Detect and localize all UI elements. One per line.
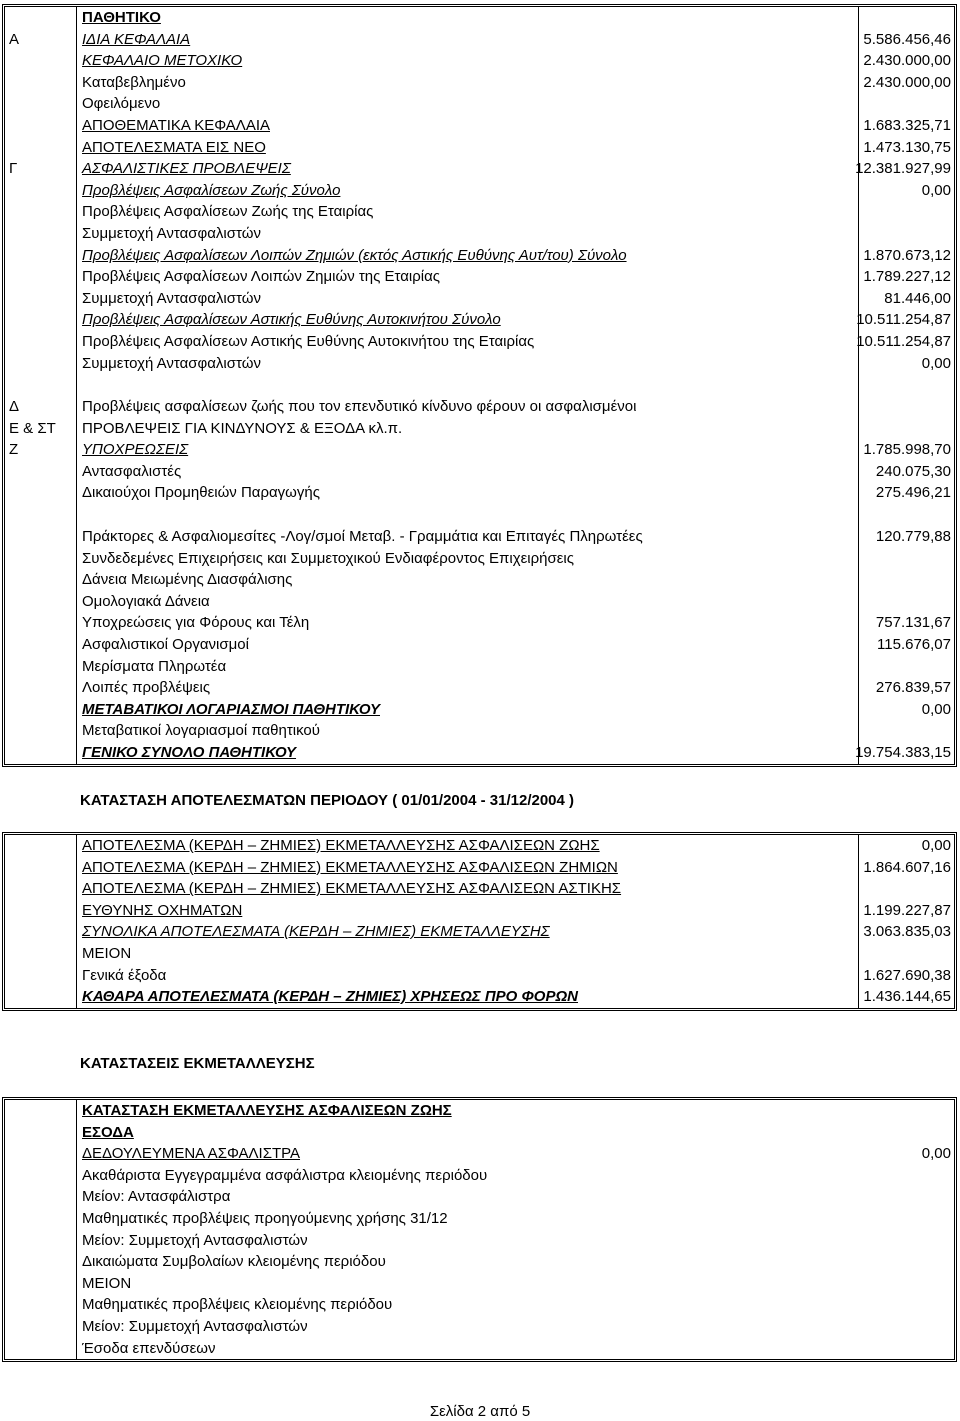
row-amount: 2.430.000,00	[863, 52, 951, 70]
row-label: Προβλέψεις ασφαλίσεων ζωής που τον επενδυτικό κίνδυνο φέρουν οι ασφαλισμένοι	[82, 398, 637, 416]
row-amount: 5.586.456,46	[863, 30, 951, 48]
row-amount: 10.511.254,87	[856, 311, 951, 329]
row-amount: 0,00	[921, 354, 951, 372]
table-row	[5, 374, 954, 396]
row-label: Μείον: Συμμετοχή Αντασφαλιστών	[82, 1231, 308, 1249]
row-label: Συμμετοχή Αντασφαλιστών	[82, 224, 261, 242]
row-label: Ομολογιακά Δάνεια	[82, 592, 210, 610]
table-row	[5, 396, 954, 418]
table-row	[5, 1338, 954, 1360]
row-label: Μεταβατικοί λογαριασμοί παθητικού	[82, 722, 320, 740]
table-row	[5, 634, 954, 656]
row-label: ΚΑΘΑΡΑ ΑΠΟΤΕΛΕΣΜΑΤΑ (ΚΕΡΔΗ – ΖΗΜΙΕΣ) ΧΡΗΣΕΩΣ ΠΡΟ ΦΟΡΩΝ	[82, 988, 578, 1006]
row-label: ΑΠΟΤΕΛΕΣΜΑ (ΚΕΡΔΗ – ΖΗΜΙΕΣ) ΕΚΜΕΤΑΛΛΕΥΣΗΣ ΑΣΦΑΛΙΣΕΩΝ ΖΗΜΙΩΝ	[82, 858, 618, 876]
table-row	[5, 677, 954, 699]
page-number-footer: Σελίδα 2 από 5	[429, 1403, 531, 1420]
table-row	[5, 1273, 954, 1295]
table-row	[5, 504, 954, 526]
row-amount: 0,00	[921, 700, 951, 718]
row-amount: 0,00	[921, 1145, 951, 1163]
row-label: Υποχρεώσεις για Φόρους και Τέλη	[82, 614, 310, 632]
row-code: Ε & ΣΤ	[9, 419, 56, 437]
row-label: ΑΠΟΤΕΛΕΣΜΑ (ΚΕΡΔΗ – ΖΗΜΙΕΣ) ΕΚΜΕΤΑΛΛΕΥΣΗΣ ΑΣΦΑΛΙΣΕΩΝ ΖΩΗΣ	[82, 837, 600, 854]
row-code: Ζ	[9, 441, 19, 459]
row-label: ΜΕΙΟΝ	[82, 944, 132, 962]
row-label: ΠΡΟΒΛΕΨΕΙΣ ΓΙΑ ΚΙΝΔΥΝΟΥΣ & ΕΞΟΔΑ κλ.π.	[82, 419, 403, 437]
row-code: Α	[9, 30, 20, 48]
row-amount: 757.131,67	[875, 614, 951, 632]
table-row	[5, 288, 954, 310]
row-label: ΑΠΟΘΕΜΑΤΙΚΑ ΚΕΦΑΛΑΙΑ	[82, 116, 270, 134]
row-label: ΠΑΘΗΤΙΚΟ	[82, 9, 161, 26]
table-row	[5, 7, 954, 29]
row-amount: 1.473.130,75	[863, 138, 951, 156]
table-row	[5, 245, 954, 267]
table-row	[5, 29, 954, 51]
row-label: Ακαθάριστα Εγγεγραμμένα ασφάλιστρα κλειομένης περιόδου	[82, 1166, 488, 1184]
row-label: Συμμετοχή Αντασφαλιστών	[82, 289, 261, 307]
operations-table	[2, 1097, 957, 1362]
row-label: ΜΕΙΟΝ	[82, 1274, 132, 1292]
row-amount: 0,00	[921, 181, 951, 199]
row-label: Ασφαλιστικοί Οργανισμοί	[82, 636, 249, 654]
row-label: Προβλέψεις Ασφαλίσεων Λοιπών Ζημιών της Εταιρίας	[82, 268, 441, 286]
row-label: Προβλέψεις Ασφαλίσεων Αστικής Ευθύνης Αυτοκινήτου της Εταιρίας	[82, 332, 535, 350]
row-label: Συμμετοχή Αντασφαλιστών	[82, 354, 261, 372]
row-label: Μαθηματικές προβλέψεις προηγούμενης χρήσης 31/12	[82, 1209, 448, 1227]
table-row	[5, 201, 954, 223]
table-row	[5, 50, 954, 72]
row-amount: 276.839,57	[875, 679, 951, 697]
table-row	[5, 461, 954, 483]
table-row	[5, 965, 954, 987]
row-amount: 0,00	[921, 837, 951, 854]
row-label: Μερίσματα Πληρωτέα	[82, 657, 227, 675]
table-row	[5, 482, 954, 504]
table-row	[5, 900, 954, 922]
table-row	[5, 1316, 954, 1338]
table-row	[5, 742, 954, 764]
row-label: Προβλέψεις Ασφαλίσεων Λοιπών Ζημιών (εκτός Αστικής Ευθύνης Αυτ/του) Σύνολο	[82, 246, 627, 264]
row-amount: 1.789.227,12	[863, 268, 951, 286]
row-label: Προβλέψεις Ασφαλίσεων Αστικής Ευθύνης Αυτοκινήτου Σύνολο	[82, 311, 501, 329]
row-amount: 1.785.998,70	[863, 441, 951, 459]
row-label: ΓΕΝΙΚΟ ΣΥΝΟΛΟ ΠΑΘΗΤΙΚΟΥ	[82, 744, 297, 761]
row-label: ΕΣΟΔΑ	[82, 1123, 134, 1141]
row-label: ΔΕΔΟΥΛΕΥΜΕΝΑ ΑΣΦΑΛΙΣΤΡΑ	[82, 1145, 301, 1163]
row-label: Γενικά έξοδα	[82, 966, 167, 984]
row-label: Συνδεδεμένες Επιχειρήσεις και Συμμετοχικού Ενδιαφέροντος Επιχειρήσεις	[82, 549, 574, 567]
results-heading: ΚΑΤΑΣΤΑΣΗ ΑΠΟΤΕΛΕΣΜΑΤΩΝ ΠΕΡΙΟΔΟΥ ( 01/01/2004 - 31/12/2004 )	[80, 792, 575, 809]
table-row	[5, 986, 954, 1008]
row-amount: 120.779,88	[875, 528, 951, 546]
table-row	[5, 1208, 954, 1230]
row-label: Δικαιώματα Συμβολαίων κλειομένης περιόδου	[82, 1253, 386, 1271]
table-row	[5, 439, 954, 461]
row-label: ΕΥΘΥΝΗΣ ΟΧΗΜΑΤΩΝ	[82, 901, 243, 919]
table-row	[5, 1122, 954, 1144]
row-amount: 115.676,07	[877, 636, 951, 654]
row-label: Προβλέψεις Ασφαλίσεων Ζωής της Εταιρίας	[82, 203, 374, 221]
row-amount: 1.199.227,87	[863, 901, 951, 919]
table-row	[5, 699, 954, 721]
row-label: Πράκτορες & Ασφαλιομεσίτες -Λογ/σμοί Μεταβ. - Γραμμάτια και Επιταγές Πληρωτέες	[82, 528, 643, 546]
row-label: ΥΠΟΧΡΕΩΣΕΙΣ	[82, 441, 189, 459]
row-label: ΑΠΟΤΕΛΕΣΜΑΤΑ ΕΙΣ ΝΕΟ	[82, 138, 266, 156]
row-amount: 2.430.000,00	[863, 73, 951, 91]
table-row	[5, 72, 954, 94]
row-amount: 1.683.325,71	[863, 116, 951, 134]
row-code: Γ	[9, 160, 18, 178]
table-row	[5, 309, 954, 331]
row-amount: 19.754.383,15	[855, 744, 951, 761]
row-label: ΣΥΝΟΛΙΚΑ ΑΠΟΤΕΛΕΣΜΑΤΑ (ΚΕΡΔΗ – ΖΗΜΙΕΣ) ΕΚΜΕΤΑΛΛΕΥΣΗΣ	[82, 923, 550, 941]
row-label: Δικαιούχοι Προμηθειών Παραγωγής	[82, 484, 320, 502]
table-row	[5, 720, 954, 742]
table-row	[5, 93, 954, 115]
row-label: ΑΣΦΑΛΙΣΤΙΚΕΣ ΠΡΟΒΛΕΨΕΙΣ	[82, 160, 291, 178]
row-label: Μείον: Συμμετοχή Αντασφαλιστών	[82, 1317, 308, 1335]
row-label: ΜΕΤΑΒΑΤΙΚΟΙ ΛΟΓΑΡΙΑΣΜΟΙ ΠΑΘΗΤΙΚΟΥ	[82, 700, 380, 718]
table-row	[5, 1100, 954, 1122]
table-row	[5, 418, 954, 440]
row-amount: 1.864.607,16	[863, 858, 951, 876]
table-row	[5, 1186, 954, 1208]
row-amount: 12.381.927,99	[855, 160, 951, 178]
row-label: ΚΑΤΑΣΤΑΣΗ ΕΚΜΕΤΑΛΛΕΥΣΗΣ ΑΣΦΑΛΙΣΕΩΝ ΖΩΗΣ	[82, 1102, 452, 1119]
table-row	[5, 878, 954, 900]
table-row	[5, 857, 954, 879]
table-row	[5, 266, 954, 288]
table-row	[5, 115, 954, 137]
row-label: Καταβεβλημένο	[82, 73, 186, 91]
table-row	[5, 137, 954, 159]
operations-heading: ΚΑΤΑΣΤΑΣΕΙΣ ΕΚΜΕΤΑΛΛΕΥΣΗΣ	[80, 1055, 315, 1072]
row-label: Αντασφαλιστές	[82, 462, 182, 480]
row-label: Λοιπές προβλέψεις	[82, 679, 211, 697]
table-row	[5, 353, 954, 375]
table-row	[5, 526, 954, 548]
table-row	[5, 835, 954, 857]
table-row	[5, 1294, 954, 1316]
row-label: Δάνεια Μειωμένης Διασφάλισης	[82, 571, 293, 589]
row-amount: 3.063.835,03	[863, 923, 951, 941]
table-row	[5, 180, 954, 202]
table-row	[5, 548, 954, 570]
table-row	[5, 1230, 954, 1252]
row-code: Δ	[9, 398, 20, 416]
row-amount: 1.870.673,12	[863, 246, 951, 264]
row-amount: 1.436.144,65	[863, 988, 951, 1006]
table-row	[5, 943, 954, 965]
table-row	[5, 1251, 954, 1273]
row-label: Μείον: Αντασφάλιστρα	[82, 1188, 231, 1206]
table-row	[5, 569, 954, 591]
results-table	[2, 832, 957, 1011]
row-amount: 240.075,30	[875, 462, 951, 480]
balance-sheet-liabilities-table	[2, 4, 957, 767]
row-label: ΙΔΙΑ ΚΕΦΑΛΑΙΑ	[82, 30, 191, 48]
row-label: Μαθηματικές προβλέψεις κλειομένης περιόδου	[82, 1296, 393, 1314]
row-label: Οφειλόμενο	[82, 95, 161, 113]
table-row	[5, 158, 954, 180]
table-row	[5, 1143, 954, 1165]
table-row	[5, 612, 954, 634]
table-row	[5, 1165, 954, 1187]
row-amount: 10.511.254,87	[856, 332, 951, 350]
row-label: ΑΠΟΤΕΛΕΣΜΑ (ΚΕΡΔΗ – ΖΗΜΙΕΣ) ΕΚΜΕΤΑΛΛΕΥΣΗΣ ΑΣΦΑΛΙΣΕΩΝ ΑΣΤΙΚΗΣ	[82, 880, 622, 898]
table-row	[5, 921, 954, 943]
row-label: ΚΕΦΑΛΑΙΟ ΜΕΤΟΧΙΚΟ	[82, 52, 243, 70]
row-amount: 1.627.690,38	[863, 966, 951, 984]
row-amount: 275.496,21	[875, 484, 951, 502]
row-label: Έσοδα επενδύσεων	[82, 1339, 216, 1357]
row-label: Προβλέψεις Ασφαλίσεων Ζωής Σύνολο	[82, 181, 341, 199]
row-amount: 81.446,00	[884, 289, 951, 307]
table-row	[5, 591, 954, 613]
table-row	[5, 331, 954, 353]
table-row	[5, 656, 954, 678]
table-row	[5, 223, 954, 245]
